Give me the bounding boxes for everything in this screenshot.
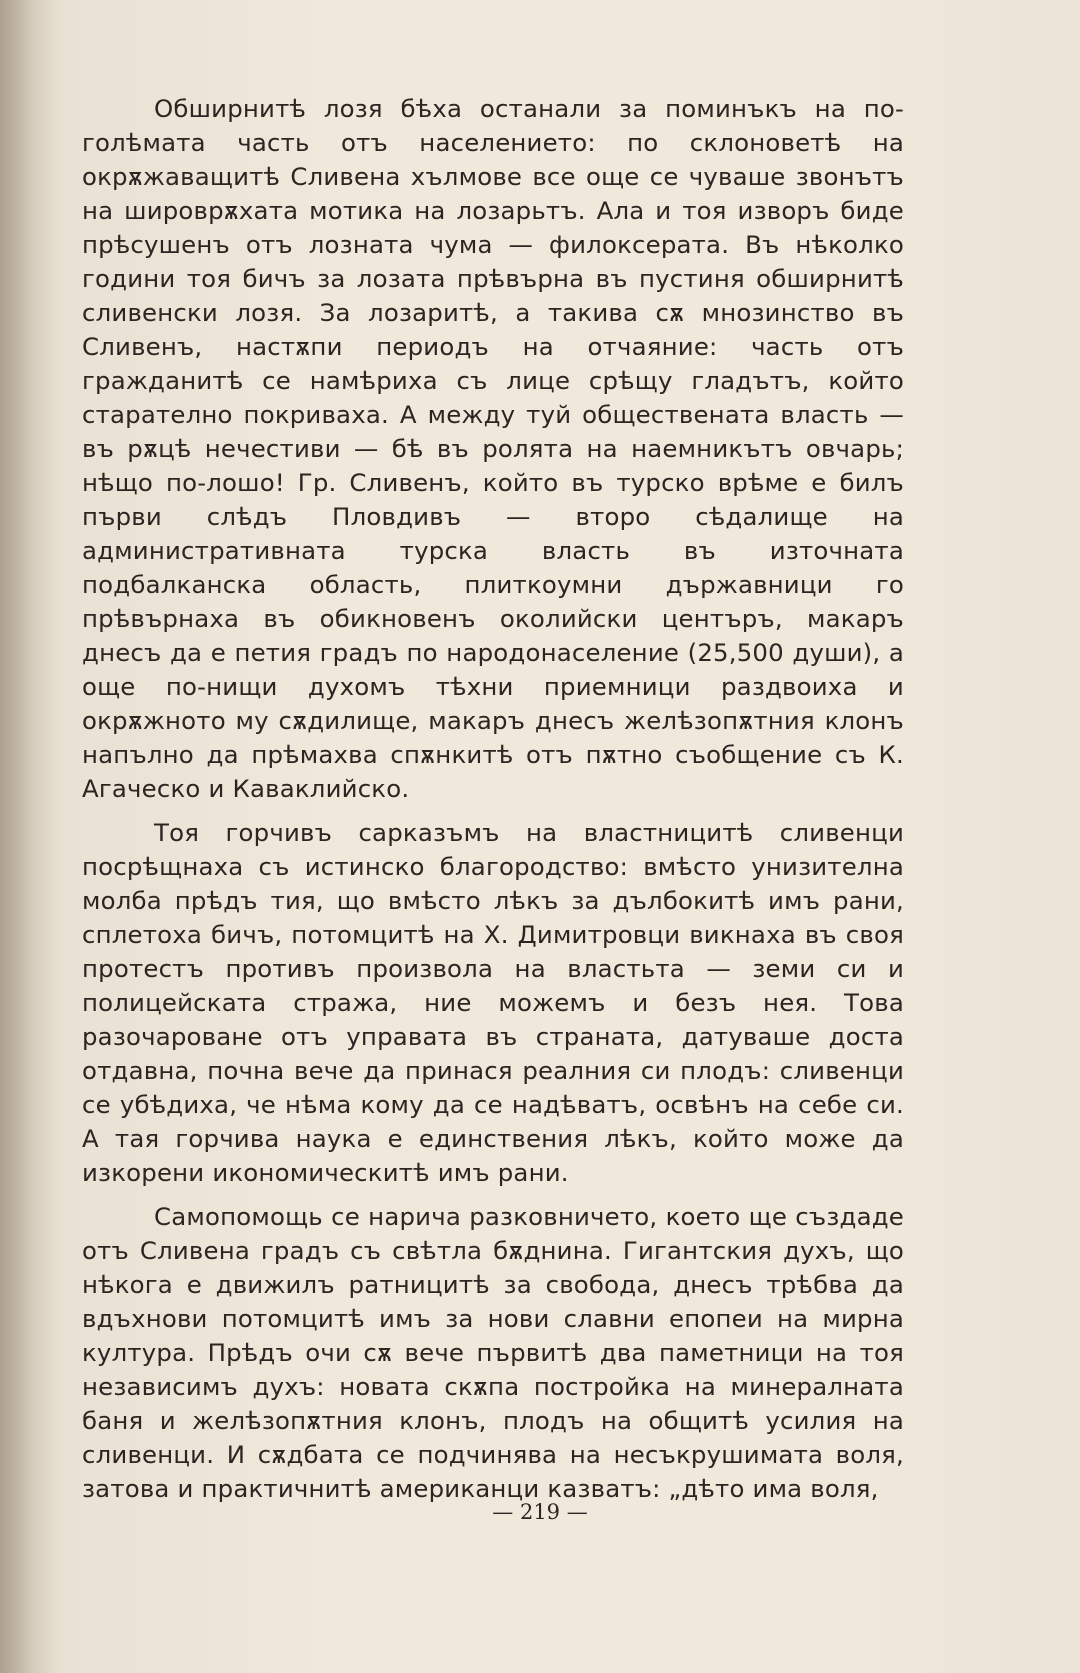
paragraph-1: Обширнитѣ лозя бѣха останали за поминъкъ на по-голѣмата часть отъ населението: по склоноветѣ на окрѫжаващитѣ Сливена хълмове все още се чуваше звонътъ на широврѫхата мотика на лозарьтъ. Ала и тоя изворъ биде прѣсушенъ отъ лозната чума — филоксерата. Въ нѣколко години тоя бичъ за лозата прѣвърна въ пустиня обширнитѣ сливенски лозя. За лозаритѣ, а такива сѫ мнозинство въ Сливенъ, настѫпи периодъ на отчаяние: часть отъ гражданитѣ се намѣриха съ лице срѣщу гладътъ, който старателно покриваха. А между туй обществената власть — въ рѫцѣ нечестиви — бѣ въ ролята на наемникътъ овчарь; нѣщо по-лошо! Гр. Сливенъ, който въ турско врѣме е билъ първи слѣдъ Пловдивъ — второ сѣдалище на административната турска власть въ източната подбалканска область, плиткоумни държавници го прѣвърнаха въ обикновенъ околийски центъръ, макаръ днесъ да е петия градъ по народонаселение (25,500 души), а още по-нищи духомъ тѣхни приемници раздвоиха и окрѫжното му сѫдилище, макаръ днесъ желѣзопѫтния клонъ напълно да прѣмахва спѫнкитѣ отъ пѫтно съобщение съ К. Агаческо и Каваклийско. <box>82 94 904 803</box>
page-number: — 219 — <box>492 1500 588 1524</box>
paragraph-2: Тоя горчивъ сарказъмъ на властницитѣ сливенци посрѣщнаха съ истинско благородство: вмѣсто унизителна молба прѣдъ тия, що вмѣсто лѣкъ за дълбокитѣ имъ рани, сплетоха бичъ, потомцитѣ на Х. Димитровци викнаха въ своя протестъ противъ произвола на властьта — земи си и полицейската стража, ние можемъ и безъ нея. Това разочароване отъ управата въ страната, датуваше доста отдавна, почна вече да принася реалния си плодъ: сливенци се убѣдиха, че нѣма кому да се надѣватъ, освѣнъ на себе си. А тая горчива наука е единствения лѣкъ, който може да изкорени икономическитѣ имъ рани. <box>82 818 904 1187</box>
paragraph-3: Самопомощь се нарича разковничето, което ще създаде отъ Сливена градъ съ свѣтла бѫднина. Гигантския духъ, що нѣкога е движилъ ратницитѣ за свобода, днесъ трѣбва да вдъхнови потомцитѣ имъ за нови славни епопеи на мирна култура. Прѣдъ очи сѫ вече първитѣ два паметници на тоя независимъ духъ: новата скѫпа постройка на минералната баня и желѣзопѫтния клонъ, плодъ на общитѣ усилия на сливенци. И сѫдбата се подчинява на несъкрушимата воля, затова и практичнитѣ американци казватъ: „дѣто има воля, <box>82 1202 904 1503</box>
body-text <box>82 92 904 1516</box>
binding-shadow <box>0 0 55 1673</box>
